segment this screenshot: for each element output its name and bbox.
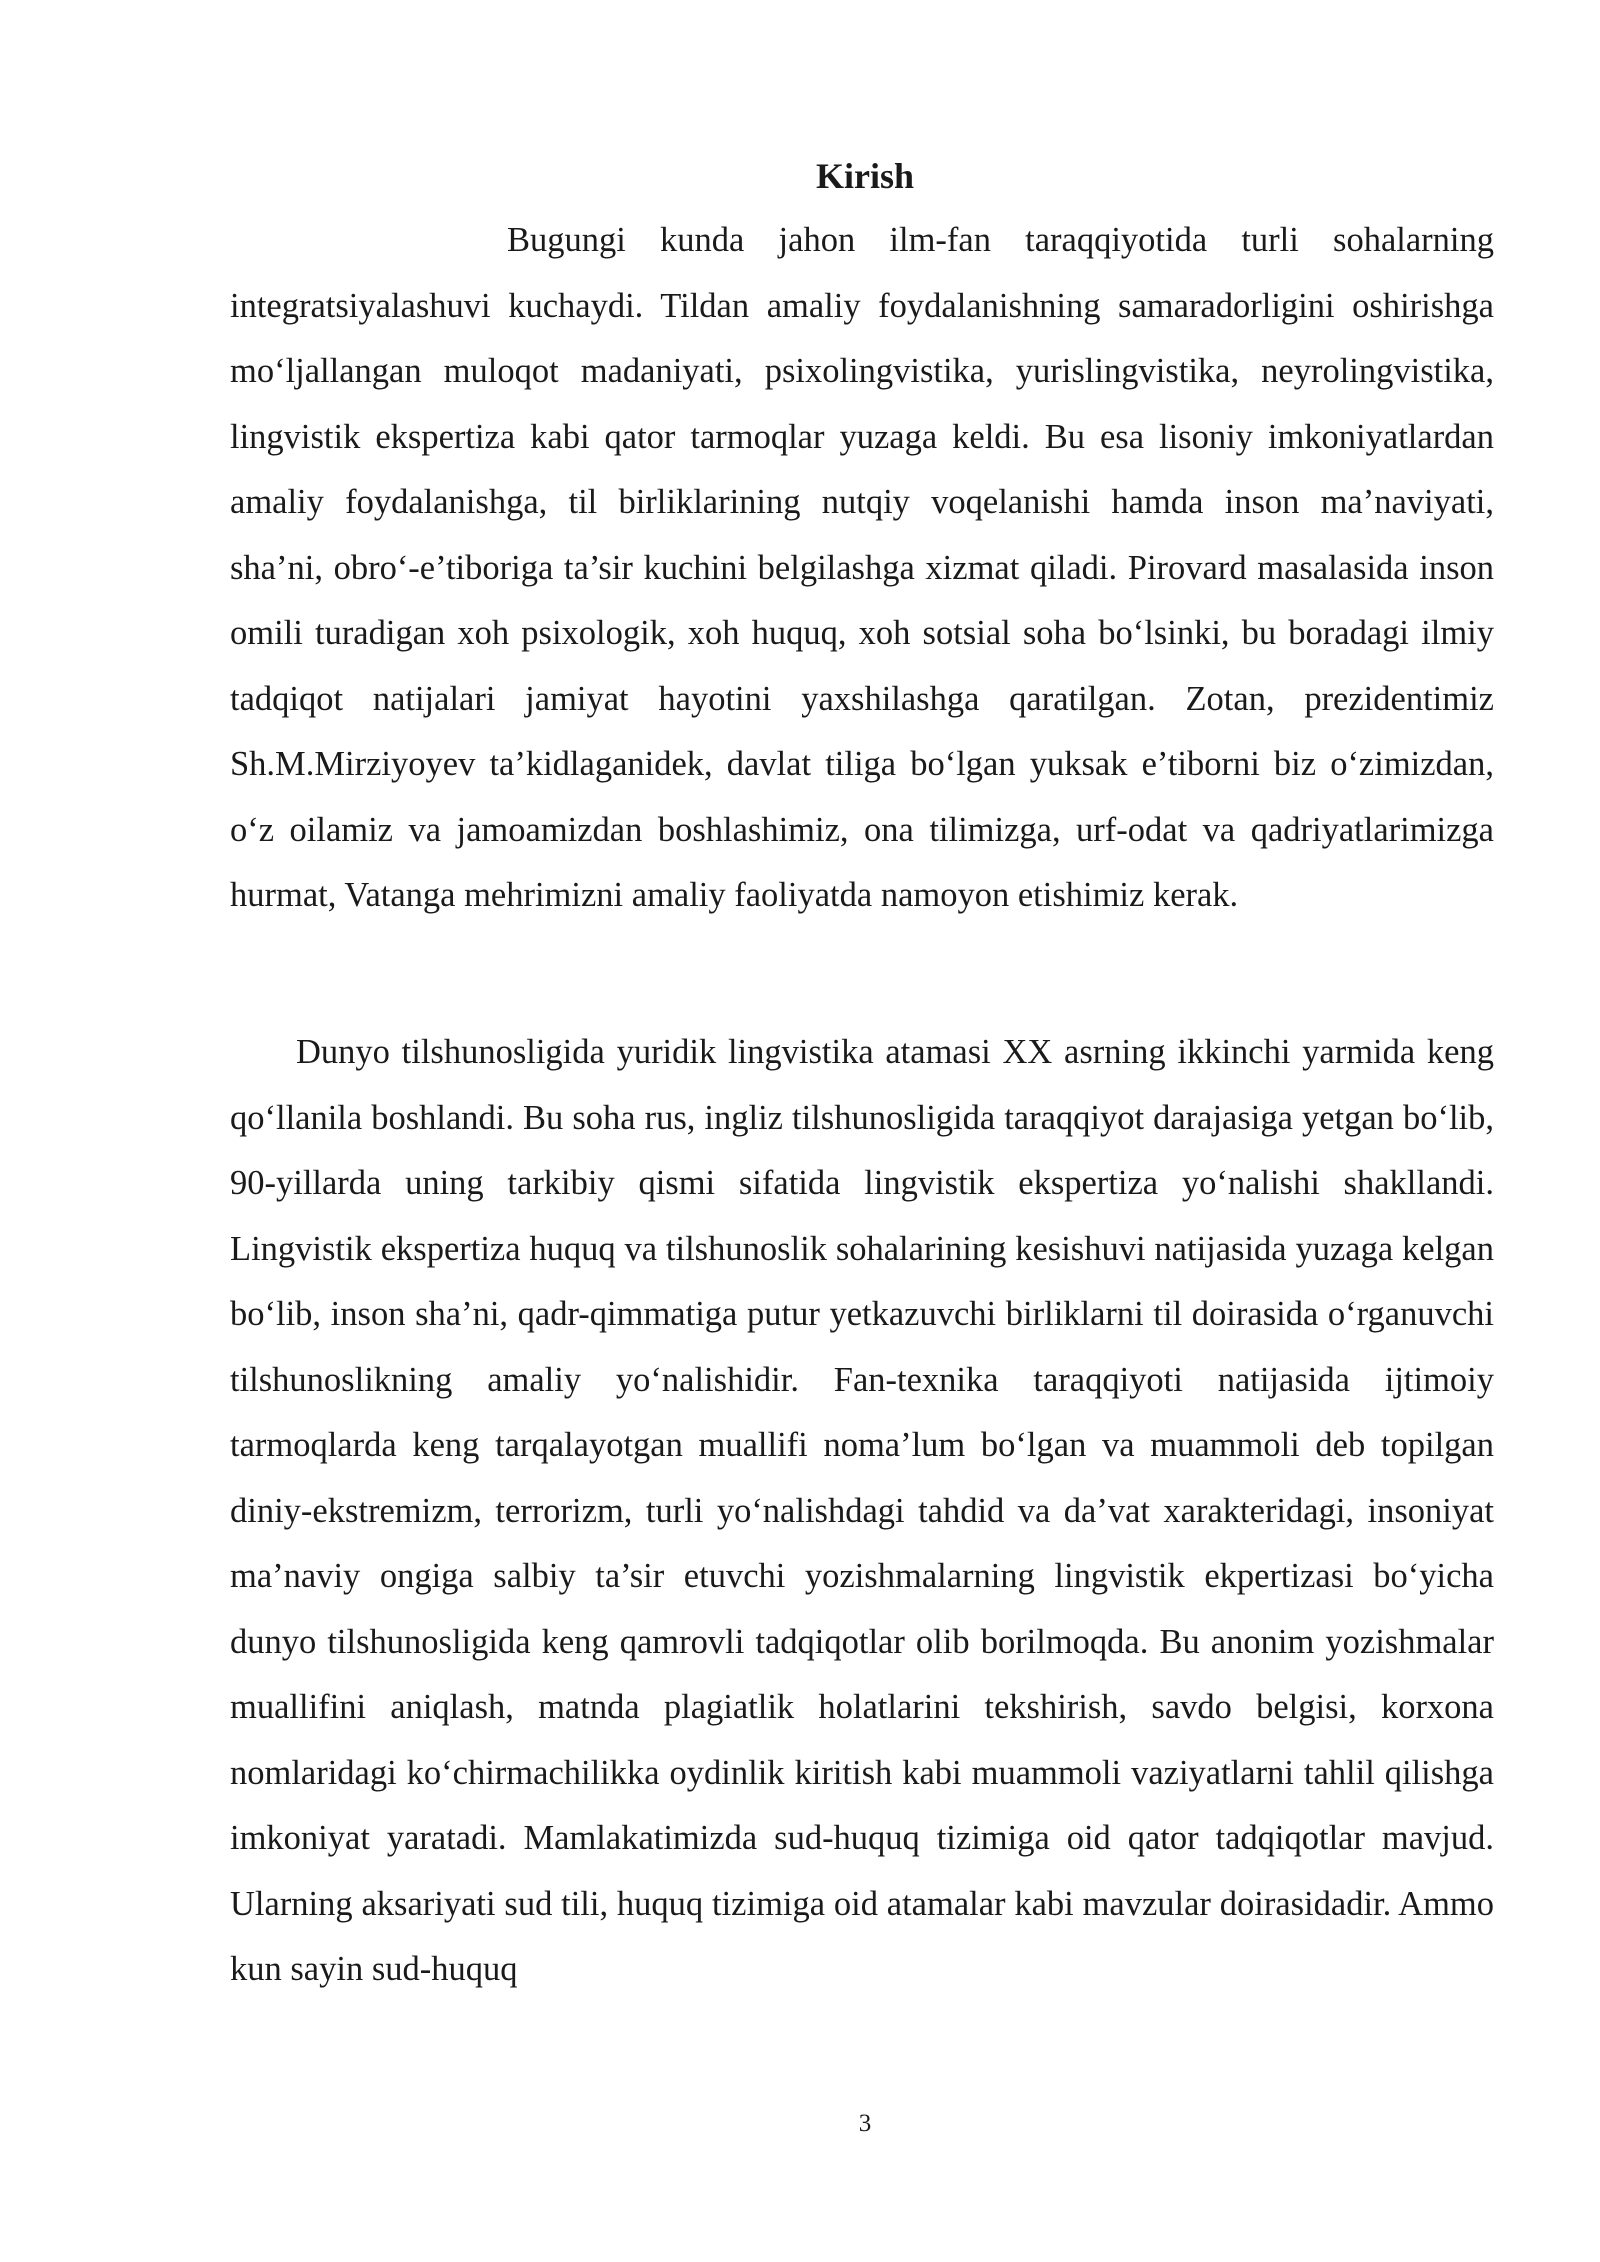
page-number: 3 xyxy=(858,2110,872,2137)
page-title: Kirish xyxy=(815,156,914,196)
paragraph-intro: Bugungi kunda jahon ilm-fan taraqqiyotida turli sohalarning integratsiyalashuvi kuchaydi. Tildan amaliy foydalanishning samaradorligini oshirishga mo‘ljallangan muloqot madaniyati, psixolingvistika, yurislingvistika, neyrolingvistika, lingvistik ekspertiza kabi qator tarmoqlar yuzaga keldi. Bu esa lisoniy imkoniyatlardan amaliy foydalanishga, til birliklarining nutqiy voqelanishi hamda inson ma’naviyati, sha’ni, obro‘-e’tiboriga ta’sir kuchini belgilashga xizmat qiladi. Pirovard masalasida inson omili turadigan xoh psixologik, xoh huquq, xoh sotsial soha bo‘lsinki, bu boradagi ilmiy tadqiqot natijalari jamiyat hayotini yaxshilashga qaratilgan. Zotan, prezidentimiz Sh.M.Mirziyoyev ta’kidlaganidek, davlat tiliga bo‘lgan yuksak e’tiborni biz o‘zimizdan, o‘z oilamiz va jamoamizdan boshlashimiz, ona tilimizga, urf-odat va qadriyatlarimizga hurmat, Vatanga mehrimizni amaliy faoliyatda namoyon etishimiz kerak. xyxy=(230,221,1494,914)
paragraph-body: Dunyo tilshunosligida yuridik lingvistika atamasi XX asrning ikkinchi yarmida keng qo‘llanila boshlandi. Bu soha rus, ingliz tilshunosligida taraqqiyot darajasiga yetgan bo‘lib, 90-yillarda uning tarkibiy qismi sifatida lingvistik ekspertiza yo‘nalishi shakllandi. Lingvistik ekspertiza huquq va tilshunoslik sohalarining kesishuvi natijasida yuzaga kelgan bo‘lib, inson sha’ni, qadr-qimmatiga putur yetkazuvchi birliklarni til doirasida o‘rganuvchi tilshunoslikning amaliy yo‘nalishidir. Fan-texnika taraqqiyoti natijasida ijtimoiy tarmoqlarda keng tarqalayotgan muallifi noma’lum bo‘lgan va muammoli deb topilgan diniy-ekstremizm, terrorizm, turli yo‘nalishdagi tahdid va da’vat xarakteridagi, insoniyat ma’naviy ongiga salbiy ta’sir etuvchi yozishmalarning lingvistik ekpertizasi bo‘yicha dunyo tilshunosligida keng qamrovli tadqiqotlar olib borilmoqda. Bu anonim yozishmalar muallifini aniqlash, matnda plagiatlik holatlarini tekshirish, savdo belgisi, korxona nomlaridagi ko‘chirmachilikka oydinlik kiritish kabi muammoli vaziyatlarni tahlil qilishga imkoniyat yaratadi. Mamlakatimizda sud-huquq tizimiga oid qator tadqiqotlar mavjud. Ularning aksariyati sud tili, huquq tizimiga oid atamalar kabi mavzular doirasidadir. Ammo kun sayin sud-huquq xyxy=(230,1033,1494,1988)
